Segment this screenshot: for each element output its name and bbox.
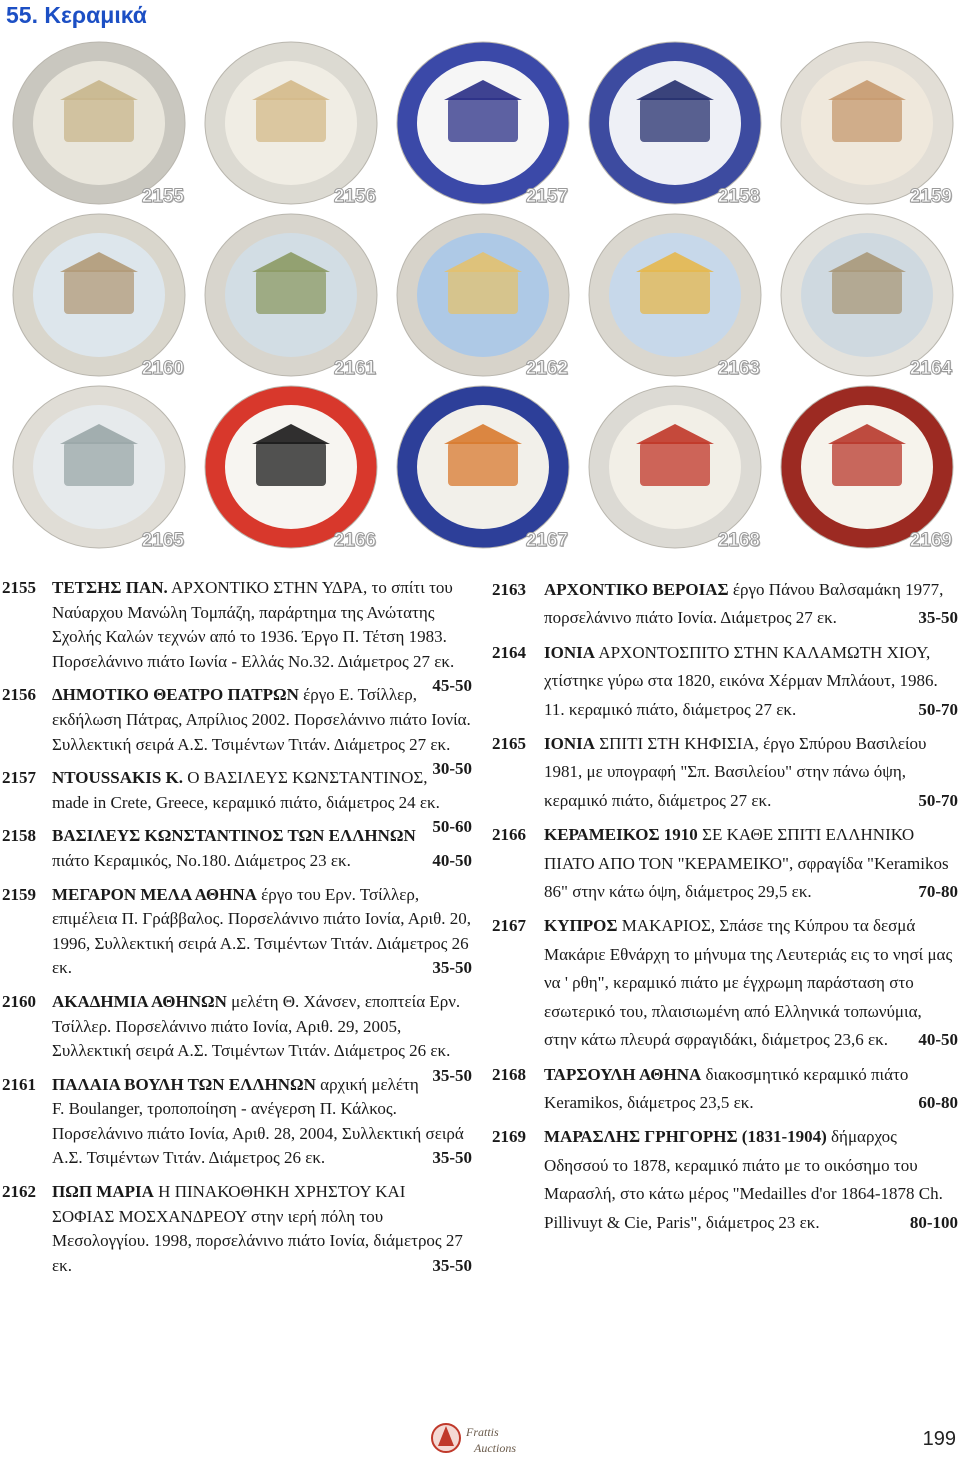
plate-theatre-icon	[202, 40, 380, 206]
lot-estimate: 50-70	[918, 699, 958, 719]
plate-lot-number: 2162	[525, 358, 568, 379]
plate-tarsouli-icon	[586, 384, 764, 550]
plate-slot	[192, 34, 384, 206]
plate-kalamoti-icon	[778, 212, 956, 378]
plate-row	[0, 206, 960, 378]
plate-slot	[192, 206, 384, 378]
lot-number: 2157	[2, 768, 36, 788]
lot-description	[52, 1180, 472, 1278]
lot-text: δήμαρχος Οδησσού το 1878, κεραμικό πιάτο με το οικόσημο του Μαρασλή, στο κάτω μέρος "Medailles d'or 1864-1878 Ch. Pillivuyt & Cie, Paris", διάμετρος 23 εκ.	[544, 1127, 943, 1232]
frattis-logo-icon	[428, 1408, 548, 1470]
plate-lot-number: 2165	[141, 530, 184, 551]
plate-row	[0, 378, 960, 550]
lot-estimate: 40-50	[432, 850, 472, 870]
lot-description	[52, 1073, 472, 1171]
logo-line2: Auctions	[474, 1441, 516, 1455]
plate-lot-number: 2156	[333, 186, 376, 207]
plate-slot	[0, 206, 192, 378]
lot-number: 2159	[2, 884, 36, 904]
plate-lot-number: 2155	[141, 186, 184, 207]
lot-title: ΔΗΜΟΤΙΚΟ ΘΕΑΤΡΟ ΠΑΤΡΩΝ	[52, 685, 299, 705]
plate-slot	[576, 378, 768, 550]
lot-title: NTOUSSAKIS K.	[52, 768, 184, 788]
lot-description	[544, 1061, 958, 1118]
plate-lot-number: 2166	[333, 530, 376, 551]
lot-title: ΒΑΣΙΛΕΥΣ ΚΩΝΣΤΑΝΤΙΝΟΣ ΤΩΝ ΕΛΛΗΝΩΝ	[52, 826, 416, 846]
lot-estimate: 50-70	[918, 790, 958, 810]
plate-row	[0, 34, 960, 206]
lot-entry	[488, 730, 958, 815]
lot-title: ΠΑΛΑΙΑ ΒΟΥΛΗ ΤΩΝ ΕΛΛΗΝΩΝ	[52, 1074, 316, 1094]
lot-estimate: 35-50	[432, 1148, 472, 1168]
plate-lot-number: 2158	[717, 186, 760, 207]
lot-entry	[488, 1123, 958, 1237]
plate-slot	[384, 206, 576, 378]
lot-number: 2155	[2, 578, 36, 597]
lot-number: 2169	[492, 1127, 526, 1147]
lot-description	[544, 639, 958, 724]
page-title: 55. Κεραμικά	[6, 2, 147, 28]
lot-estimate: 40-50	[918, 1030, 958, 1050]
lot-number: 2163	[492, 580, 526, 599]
plate-lot-number: 2161	[333, 358, 376, 379]
plate-slot	[768, 378, 960, 550]
lot-title: ΤΕΤΣΗΣ ΠΑΝ.	[52, 578, 168, 597]
plate-kifisia-icon	[10, 384, 188, 550]
plate-marasli-icon	[778, 384, 956, 550]
lot-estimate: 45-50	[432, 676, 472, 696]
lot-number: 2167	[492, 916, 526, 936]
lot-estimate: 60-80	[918, 1092, 958, 1112]
lot-title: ΑΚΑΔΗΜΙΑ ΑΘΗΝΩΝ	[52, 991, 227, 1011]
lot-text: ΣΕ ΚΑΘΕ ΣΠΙΤΙ ΕΛΛΗΝΙΚΟ ΠΙΑΤΟ ΑΠΟ ΤΟΝ "ΚΕΡΑΜΕΙΚΟ", σφραγίδα "Keramikos 86" στην κάτω όψη, διάμετρος 29,5 εκ.	[544, 825, 949, 902]
plate-lot-number: 2160	[141, 358, 184, 379]
lot-entry	[488, 639, 958, 724]
lot-estimate: 30-50	[432, 759, 472, 779]
plate-lot-number: 2168	[717, 530, 760, 551]
lot-title: ΙΟΝΙΑ	[544, 734, 596, 754]
lot-description	[52, 824, 472, 873]
lot-text: Η ΠΙΝΑΚΟΘΗΚΗ ΧΡΗΣΤΟΥ ΚΑΙ ΣΟΦΙΑΣ ΜΟΣΧΑΝΔΡΕΟΥ στην ιερή πόλη του Μεσολογγίου. 1998, πορσελάνινο πιάτο Ιονία, διάμετρος 27 εκ.	[52, 1182, 463, 1275]
lot-description	[544, 912, 958, 1054]
lot-entry	[488, 1061, 958, 1118]
lot-number: 2158	[2, 826, 36, 846]
lot-entry	[488, 821, 958, 906]
lot-entry	[488, 576, 958, 633]
plate-megaron-icon	[778, 40, 956, 206]
plate-slot	[576, 34, 768, 206]
lot-text: ΑΡΧΟΝΤΟΣΠΙΤΟ ΣΤΗΝ ΚΑΛΑΜΩΤΗ ΧΙΟΥ, χτίστηκε γύρω στα 1820, εικόνα Χέρμαν Μπλάουτ, 1986. 11. κεραμικό πιάτο, διάμετρος 27 εκ.	[544, 642, 938, 719]
plate-slot	[576, 206, 768, 378]
lot-title: ΑΡΧΟΝΤΙΚΟ ΒΕΡΟΙΑΣ	[544, 580, 729, 599]
lot-column-left	[0, 576, 472, 1287]
lot-estimate: 70-80	[918, 882, 958, 902]
lot-text: Ο ΒΑΣΙΛΕΥΣ ΚΩΝΣΤΑΝΤΙΝΟΣ, made in Crete, Greece, κεραμικό πιάτο, διάμετρος 24 εκ.	[52, 768, 440, 812]
lot-number: 2164	[492, 642, 526, 662]
lot-text: αρχική μελέτη F. Boulanger, τροποποίηση - ανέγερση Π. Κάλκος. Πορσελάνινο πιάτο Ιονία, Αριθ. 28, 2004, Συλλεκτική σειρά Α.Σ. Τσιμέντων Τιτάν. Διάμετρος 26 εκ.	[52, 1074, 464, 1168]
lot-number: 2156	[2, 685, 36, 705]
plate-parliament-icon	[202, 212, 380, 378]
lot-number: 2166	[492, 825, 526, 845]
plate-lot-number: 2163	[717, 358, 760, 379]
lot-description	[544, 821, 958, 906]
lot-text: ΜΑΚΑΡΙΟΣ, Σπάσε της Κύπρου τα δεσμά Μακάριε Εθνάρχη το μήνυμα της Λευτεριάς εις το νησί μας να ' ρθη", κεραμικό πιάτο με έγχρωμη παράσταση στο εσωτερικό του, πλαισιωμένη από Ελληνικά τοπωνύμια, στην κάτω πλευρά σφραγιδάκι, διάμετρος 23,6 εκ.	[544, 916, 953, 1050]
plate-portrait-icon	[586, 40, 764, 206]
plate-rider-icon	[394, 40, 572, 206]
plate-slot	[768, 34, 960, 206]
lot-estimate: 35-50	[432, 1065, 472, 1085]
plate-veria-icon	[586, 212, 764, 378]
lot-estimate: 50-60	[432, 817, 472, 837]
lot-title: ΚΕΡΑΜΕΙΚΟΣ 1910	[544, 825, 698, 845]
plate-lot-number: 2169	[909, 530, 952, 551]
plate-mansion-icon	[10, 40, 188, 206]
plate-lot-number: 2164	[909, 358, 952, 379]
lot-title: ΚΥΠΡΟΣ	[544, 916, 618, 936]
plate-slot	[384, 378, 576, 550]
lot-estimate: 35-50	[432, 1255, 472, 1275]
plate-lot-number: 2159	[909, 186, 952, 207]
lot-entry	[0, 1073, 472, 1171]
lot-entry	[0, 883, 472, 981]
lot-text: έργο του Ερν. Τσίλλερ, επιμέλεια Π. Γράββαλος. Πορσελάνινο πιάτο Ιονία, Αριθ. 20, 1996, Συλλεκτική σειρά Α.Σ. Τσιμέντων Τιτάν. Διάμετρος 26 εκ.	[52, 884, 472, 978]
lot-estimate: 35-50	[918, 608, 958, 628]
lot-description	[544, 576, 958, 633]
lot-text: έργο Ε. Τσίλλερ, εκδήλωση Πάτρας, Απρίλιος 2002. Πορσελάνινο πιάτο Ιονία. Συλλεκτική σειρά Α.Σ. Τσιμέντων Τιτάν. Διάμετρος 27 εκ.	[52, 685, 471, 754]
page-number: 199	[922, 1428, 956, 1450]
lot-estimate: 35-50	[432, 958, 472, 978]
lot-text: έργο Πάνου Βαλσαμάκη 1977, πορσελάνινο πιάτο Ιονία. Διάμετρος 27 εκ.	[544, 580, 944, 628]
lot-text: ΑΡΧΟΝΤΙΚΟ ΣΤΗΝ ΥΔΡΑ, το σπίτι του Ναύαρχου Μανώλη Τομπάζη, παράρτημα της Ανώτατης Σχολής Καλών τεχνών από το 1936. Έργο Π. Τέτση 1983. Πορσελάνινο πιάτο Ιωνία - Ελλάς Νο.32. Διάμετρος 27 εκ.	[52, 578, 455, 671]
lot-title: ΜΑΡΑΣΛΗΣ ΓΡΗΓΟΡΗΣ (1831-1904)	[544, 1127, 827, 1147]
lot-text: διακοσμητικό κεραμικό πιάτο Keramikos, διάμετρος 23,5 εκ.	[544, 1064, 909, 1112]
lot-title: ΠΩΠ ΜΑΡΙΑ	[52, 1182, 154, 1202]
lot-number: 2165	[492, 734, 526, 754]
lot-description	[544, 730, 958, 815]
lot-entry	[488, 912, 958, 1054]
lot-entry	[0, 824, 472, 873]
lot-title: ΙΟΝΙΑ	[544, 642, 596, 662]
lot-column-right	[488, 576, 958, 1243]
logo-line1: Frattis	[466, 1425, 499, 1439]
lot-number: 2168	[492, 1064, 526, 1084]
lot-text: πιάτο Κεραμικός, Νο.180. Διάμετρος 23 εκ.	[52, 850, 351, 870]
plate-slot	[0, 378, 192, 550]
lot-number: 2160	[2, 991, 36, 1011]
plate-makarios-icon	[394, 384, 572, 550]
lot-number: 2162	[2, 1182, 36, 1202]
plate-slot	[192, 378, 384, 550]
plate-pinakothiki-icon	[394, 212, 572, 378]
plate-kerameikos-icon	[202, 384, 380, 550]
lot-description	[52, 883, 472, 981]
lot-title: ΜΕΓΑΡΟΝ ΜΕΛΑ ΑΘΗΝΑ	[52, 884, 257, 904]
plate-lot-number: 2157	[525, 186, 568, 207]
plate-slot	[0, 34, 192, 206]
lot-description	[544, 1123, 958, 1237]
plate-slot	[384, 34, 576, 206]
lot-estimate: 80-100	[909, 1212, 958, 1232]
lot-text: ΣΠΙΤΙ ΣΤΗ ΚΗΦΙΣΙΑ, έργο Σπύρου Βασιλείου 1981, με υπογραφή "Σπ. Βασιλείου" στην πάνω όψη, κεραμικό πιάτο, διάμετρος 27 εκ.	[544, 734, 927, 810]
plate-academy-icon	[10, 212, 188, 378]
plate-slot	[768, 206, 960, 378]
lot-title: ΤΑΡΣΟΥΛΗ ΑΘΗΝΑ	[544, 1064, 702, 1084]
lot-number: 2161	[2, 1074, 36, 1094]
lot-text: μελέτη Θ. Χάνσεν, εποπτεία Ερν. Τσίλλερ. Πορσελάνινο πιάτο Ιονία, Αριθ. 29, 2005, Συλλεκτική σειρά Α.Σ. Τσιμέντων Τιτάν. Διάμετρος 26 εκ.	[52, 991, 461, 1061]
lot-entry	[0, 1180, 472, 1278]
plate-lot-number: 2167	[525, 530, 568, 551]
